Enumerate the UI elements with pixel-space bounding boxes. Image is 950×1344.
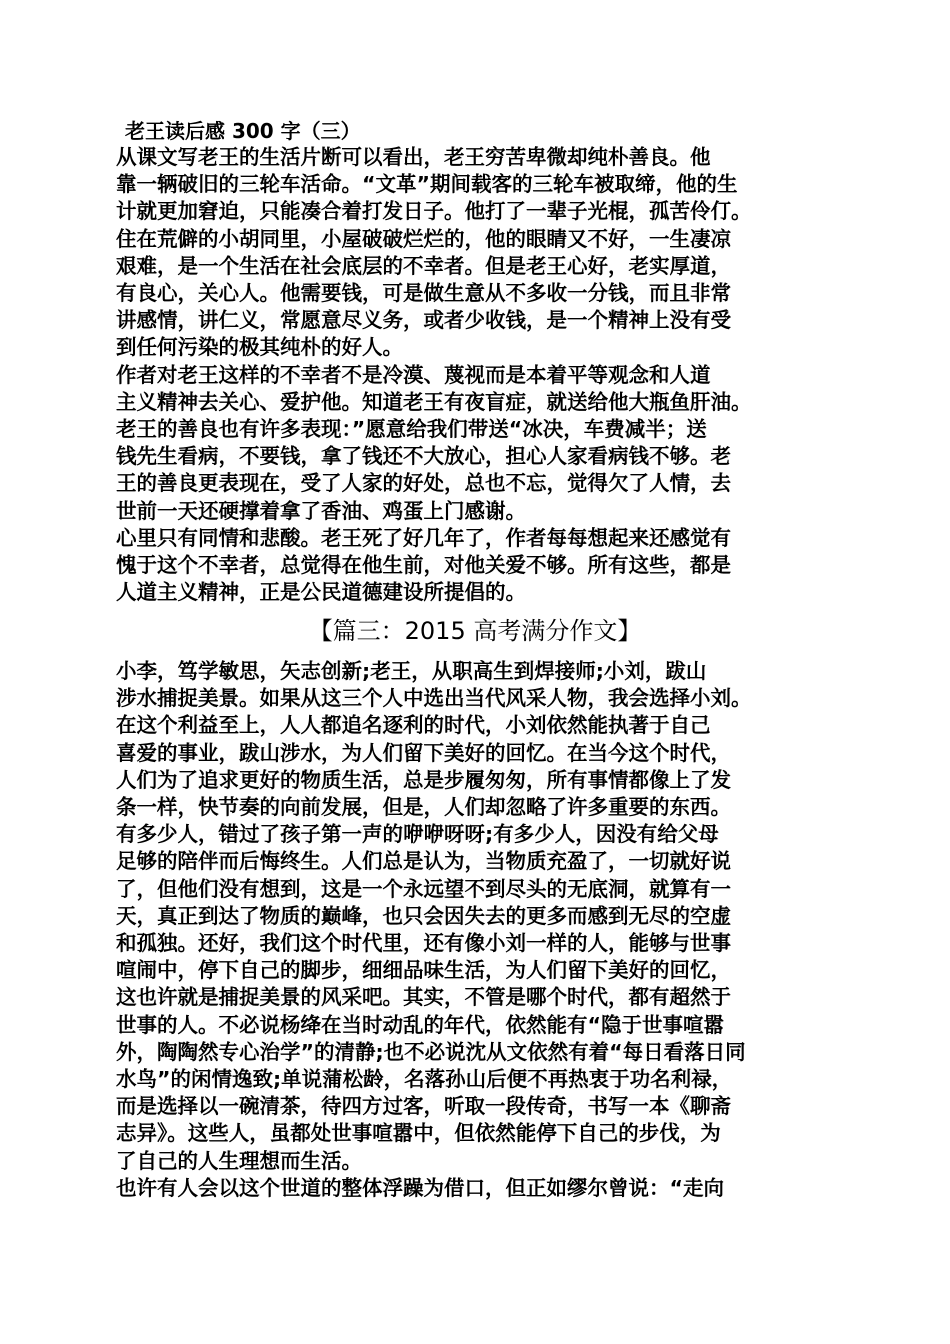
text-line: 足够的陪伴而后悔终生。人们总是认为，当物质充盈了，一切就好说 [116, 849, 731, 874]
text-line: 志异》。这些人，虽都处世事喧嚣中，但依然能停下自己的步伐，为 [116, 1121, 721, 1146]
text-line: 艰难，是一个生活在社会底层的不幸者。但是老王心好，老实厚道， [116, 253, 731, 278]
text-line: 涉水捕捉美景。如果从这三个人中选出当代风采人物，我会选择小刘。 [116, 686, 752, 711]
text-line: 有良心，关心人。他需要钱，可是做生意从不多收一分钱，而且非常 [116, 281, 731, 305]
section-heading: 【篇三：2015 高考满分作文】 [308, 617, 642, 645]
text-line: 心里只有同情和悲酸。老王死了好几年了，作者每每想起来还感觉有 [116, 525, 731, 550]
text-line: 有多少人，错过了孩子第一声的咿咿呀呀;有多少人，因没有给父母 [116, 822, 719, 847]
text-line: 到任何污染的极其纯朴的好人。 [116, 335, 403, 360]
text-line: 靠一辆破旧的三轮车活命。“文革”期间载客的三轮车被取缔，他的生 [116, 172, 738, 197]
text-line: 天，真正到达了物质的巅峰，也只会因失去的更多而感到无尽的空虚 [116, 903, 731, 928]
text-line: 和孤独。还好，我们这个时代里，还有像小刘一样的人，能够与世事 [116, 931, 731, 955]
text-line: 世事的人。不必说杨绛在当时动乱的年代，依然能有“隐于世事喧嚣 [116, 1012, 724, 1037]
text-line: 在这个利益至上，人人都追名逐利的时代，小刘依然能执著于自己 [116, 713, 711, 738]
text-line: 钱先生看病，不要钱，拿了钱还不大放心，担心人家看病钱不够。老 [116, 444, 731, 469]
text-line: 从课文写老王的生活片断可以看出，老王穷苦卑微却纯朴善良。他 [116, 145, 711, 169]
text-line: 条一样，快节奏的向前发展，但是，人们却忽略了许多重要的东西。 [116, 795, 731, 819]
text-line: 喜爱的事业，跋山涉水，为人们留下美好的回忆。在当今这个时代， [116, 740, 731, 765]
text-line: 外，陶陶然专心治学”的清静;也不必说沈从文依然有着“每日看落日同 [116, 1039, 746, 1064]
text-line: 老王的善良也有许多表现：”愿意给我们带送“冰决，车费减半；送 [116, 417, 707, 441]
text-line: 人们为了追求更好的物质生活，总是步履匆匆，所有事情都像上了发 [116, 767, 731, 792]
text-line: 住在荒僻的小胡同里，小屋破破烂烂的，他的眼睛又不好，一生凄凉 [116, 226, 731, 251]
text-line: 作者对老王这样的不幸者不是冷漠、蔑视而是本着平等观念和人道 [116, 362, 711, 387]
text-line: 也许有人会以这个世道的整体浮躁为借口，但正如缪尔曾说：“走向 [116, 1175, 724, 1200]
text-line: 人道主义精神，正是公民道德建设所提倡的。 [116, 580, 526, 605]
text-line: 主义精神去关心、爱护他。知道老王有夜盲症，就送给他大瓶鱼肝油。 [116, 389, 752, 414]
text-line: 了，但他们没有想到，这是一个永远望不到尽头的无底洞，就算有一 [116, 876, 731, 901]
text-line: 愧于这个不幸者，总觉得在他生前，对他关爱不够。所有这些，都是 [116, 553, 731, 577]
text-line: 计就更加窘迫，只能凑合着打发日子。他打了一辈子光棍，孤苦伶仃。 [116, 199, 752, 224]
text-line: 这也许就是捕捉美景的风采吧。其实，不管是哪个时代，都有超然于 [116, 985, 731, 1010]
text-line: 讲感情，讲仁义，常愿意尽义务，或者少收钱，是一个精神上没有受 [116, 308, 731, 333]
text-line: 了自己的人生理想而生活。 [116, 1148, 362, 1173]
text-line: 世前一天还硬撑着拿了香油、鸡蛋上门感谢。 [116, 498, 526, 523]
text-line: 小李，笃学敏思，矢志创新;老王，从职高生到焊接师;小刘，跋山 [116, 659, 707, 683]
article-title: 老王读后感 300 字（三） [125, 119, 361, 143]
text-line: 王的善良更表现在，受了人家的好处，总也不忘，觉得欠了人情，去 [116, 471, 731, 496]
text-line: 而是选择以一碗清茶，待四方过客，听取一段传奇，书写一本《聊斋 [116, 1094, 731, 1119]
text-line: 水鸟”的闲情逸致;单说蒲松龄，名落孙山后便不再热衷于功名利禄， [116, 1067, 733, 1091]
text-line: 喧闹中，停下自己的脚步，细细品味生活，为人们留下美好的回忆， [116, 958, 731, 983]
